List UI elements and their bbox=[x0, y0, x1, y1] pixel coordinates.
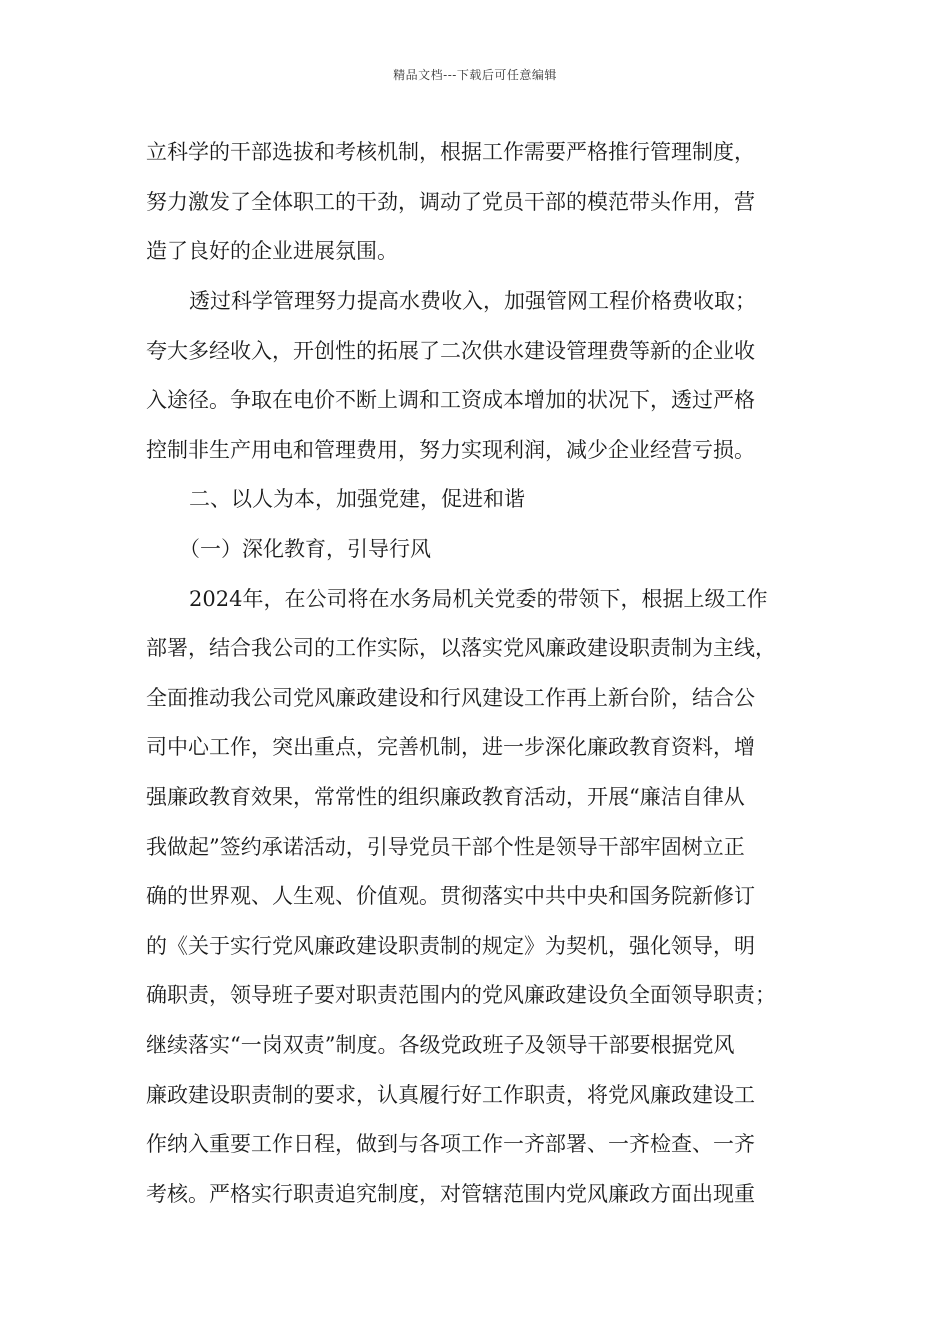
text-line: 全面推动我公司党风廉政建设和行风建设工作再上新台阶，结合公 bbox=[146, 686, 755, 710]
text-line: 透过科学管理努力提高水费收入，加强管网工程价格费收取； bbox=[189, 289, 756, 313]
text-line: 夸大多经收入，开创性的拓展了二次供水建设管理费等新的企业收 bbox=[146, 339, 755, 363]
text-line: 立科学的干部选拔和考核机制，根据工作需要严格推行管理制度， bbox=[146, 140, 755, 164]
text-line: 控制非生产用电和管理费用，努力实现利润，减少企业经营亏损。 bbox=[146, 438, 755, 462]
text-line: 造了良好的企业进展氛围。 bbox=[146, 239, 398, 263]
text-line: 2024年，在公司将在水务局机关党委的带领下，根据上级工作 bbox=[189, 587, 768, 611]
text-line: 廉政建设职责制的要求，认真履行好工作职责，将党风廉政建设工 bbox=[146, 1083, 755, 1107]
text-line: 考核。严格实行职责追究制度，对管辖范围内党风廉政方面出现重 bbox=[146, 1182, 755, 1206]
text-line: 努力激发了全体职工的干劲，调动了党员干部的模范带头作用，营 bbox=[146, 190, 755, 214]
text-line: 强廉政教育效果，常常性的组织廉政教育活动，开展“廉洁自律从 bbox=[146, 785, 745, 809]
text-line: 入途径。争取在电价不断上调和工资成本增加的状况下，透过严格 bbox=[146, 388, 755, 412]
text-line: 的《关于实行党风廉政建设职责制的规定》为契机，强化领导，明 bbox=[146, 934, 755, 958]
text-line: 司中心工作，突出重点，完善机制，进一步深化廉政教育资料，增 bbox=[146, 735, 755, 759]
text-line: 确职责，领导班子要对职责范围内的党风廉政建设负全面领导职责； bbox=[146, 983, 776, 1007]
section-heading: 二、以人为本，加强党建，促进和谐 bbox=[189, 487, 525, 511]
page-header: 精品文档---下载后可任意编辑 bbox=[393, 68, 557, 82]
text-line: 我做起”签约承诺活动，引导党员干部个性是领导干部牢固树立正 bbox=[146, 835, 745, 859]
text-line: 作纳入重要工作日程，做到与各项工作一齐部署、一齐检查、一齐 bbox=[146, 1132, 755, 1156]
text-line: 继续落实“一岗双责”制度。各级党政班子及领导干部要根据党风 bbox=[146, 1033, 735, 1057]
text-line: 部署，结合我公司的工作实际，以落实党风廉政建设职责制为主线， bbox=[146, 636, 776, 660]
text-line: 确的世界观、人生观、价值观。贯彻落实中共中央和国务院新修订 bbox=[146, 884, 755, 908]
subsection-heading: （一）深化教育，引导行风 bbox=[179, 537, 431, 561]
